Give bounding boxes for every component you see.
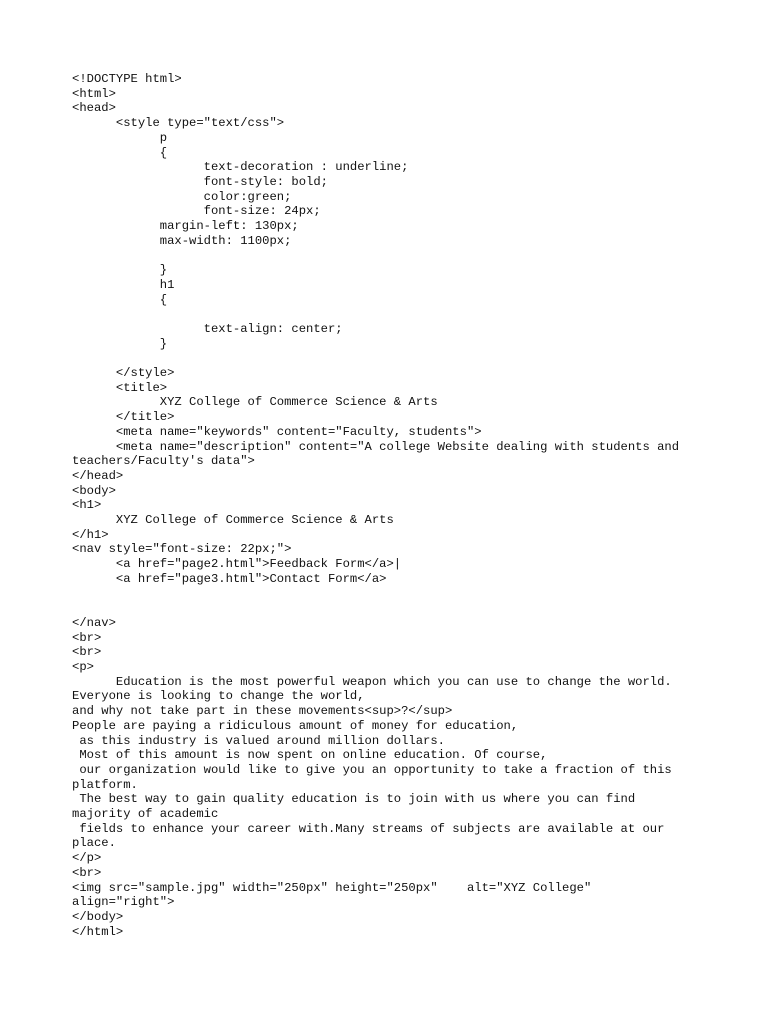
- code-line-26: <meta name="description" content="A college Website dealing with students and: [72, 439, 680, 454]
- code-line-21: </style>: [72, 366, 175, 381]
- code-line-54: </p>: [72, 851, 102, 866]
- code-line-15: h1: [72, 277, 175, 292]
- code-line-38: </nav>: [72, 615, 116, 630]
- code-line-52: fields to enhance your career with.Many streams of subjects are available at our: [72, 821, 665, 836]
- code-line-43: Everyone is looking to change the world,: [72, 689, 365, 704]
- code-line-16: {: [72, 292, 168, 307]
- code-line-41: <p>: [72, 660, 94, 675]
- code-line-50: The best way to gain quality education is to join with us where you can find: [72, 792, 636, 807]
- code-line-48: our organization would like to give you an opportunity to take a fraction of this: [72, 762, 672, 777]
- code-line-12: max-width: 1100px;: [72, 233, 292, 248]
- code-line-34: <a href="page2.html">Feedback Form</a>|: [72, 557, 402, 572]
- code-line-24: </title>: [72, 410, 175, 425]
- code-line-31: XYZ College of Commerce Science & Arts: [72, 513, 394, 528]
- code-line-4: <style type="text/css">: [72, 116, 285, 131]
- code-line-8: font-style: bold;: [72, 174, 328, 189]
- code-line-49: platform.: [72, 777, 138, 792]
- code-line-35: <a href="page3.html">Contact Form</a>: [72, 571, 387, 586]
- code-line-40: <br>: [72, 645, 102, 660]
- code-line-57: align="right">: [72, 895, 175, 910]
- code-line-53: place.: [72, 836, 116, 851]
- code-line-17: [72, 307, 712, 322]
- code-line-14: }: [72, 263, 168, 278]
- code-listing: [72, 72, 712, 939]
- code-line-11: margin-left: 130px;: [72, 219, 299, 234]
- code-line-3: <head>: [72, 101, 116, 116]
- code-line-44: and why not take part in these movements<sup>?</sup>: [72, 704, 453, 719]
- code-line-29: <body>: [72, 483, 116, 498]
- code-line-28: </head>: [72, 468, 124, 483]
- code-line-42: Education is the most powerful weapon which you can use to change the world.: [72, 674, 672, 689]
- code-line-6: {: [72, 145, 168, 160]
- code-line-23: XYZ College of Commerce Science & Arts: [72, 395, 438, 410]
- code-line-18: text-align: center;: [72, 321, 343, 336]
- code-line-51: majority of academic: [72, 807, 219, 822]
- code-line-32: </h1>: [72, 527, 109, 542]
- code-line-2: <html>: [72, 86, 116, 101]
- code-line-22: <title>: [72, 380, 168, 395]
- code-line-58: </body>: [72, 910, 124, 924]
- code-line-20: [72, 351, 712, 366]
- code-line-7: text-decoration : underline;: [72, 160, 409, 175]
- code-line-56: <img src="sample.jpg" width="250px" height="250px" alt="XYZ College": [72, 880, 592, 895]
- code-line-5: p: [72, 130, 168, 145]
- code-line-1: <!DOCTYPE html>: [72, 72, 182, 86]
- code-line-39: <br>: [72, 630, 102, 645]
- code-line-37: [72, 601, 712, 616]
- code-line-25: <meta name="keywords" content="Faculty, students">: [72, 424, 482, 439]
- code-line-33: <nav style="font-size: 22px;">: [72, 542, 292, 557]
- code-line-47: Most of this amount is now spent on online education. Of course,: [72, 748, 548, 763]
- code-line-55: <br>: [72, 865, 102, 880]
- code-line-59: </html>: [72, 924, 124, 939]
- code-line-10: font-size: 24px;: [72, 204, 321, 219]
- code-line-13: [72, 248, 712, 263]
- code-line-36: [72, 587, 712, 602]
- code-line-30: <h1>: [72, 498, 102, 513]
- code-line-9: color:green;: [72, 189, 292, 204]
- code-line-45: People are paying a ridiculous amount of money for education,: [72, 718, 519, 733]
- code-line-27: teachers/Faculty's data">: [72, 454, 255, 469]
- code-line-19: }: [72, 336, 168, 351]
- code-line-46: as this industry is valued around million dollars.: [72, 733, 445, 748]
